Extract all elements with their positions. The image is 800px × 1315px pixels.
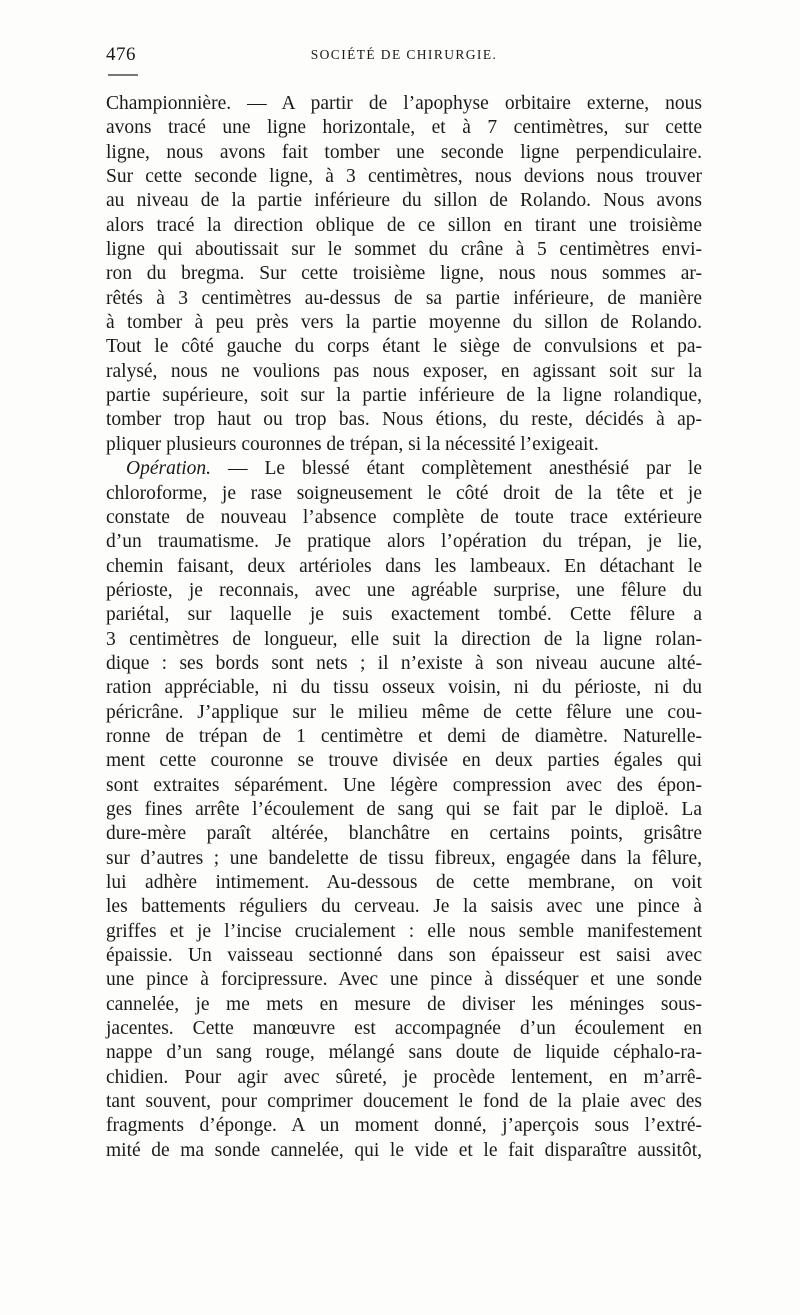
- text-line: rêtés à 3 centimètres au-dessus de sa partie inférieure, de manière: [106, 287, 702, 309]
- text-line: ron du bregma. Sur cette troisième ligne, nous nous sommes ar-: [106, 263, 702, 285]
- text-line: lui adhère intimement. Au-dessous de cette membrane, on voit: [106, 872, 702, 893]
- running-head: [106, 44, 702, 70]
- text-line: au niveau de la partie inférieure du sillon de Rolando. Nous avons: [106, 190, 702, 212]
- running-title: SOCIÉTÉ DE CHIRURGIE.: [310, 47, 498, 62]
- text-line: ronne de trépan de 1 centimètre et demi de diamètre. Naturelle-: [106, 725, 702, 747]
- text-line: alors tracé la direction oblique de ce sillon en tirant une troisième: [106, 214, 702, 236]
- text-line: partie supérieure, soit sur la partie inférieure de la ligne rolandique,: [106, 385, 702, 407]
- text-line: pariétal, sur laquelle je suis exactement tombé. Cette fêlure a: [106, 604, 702, 626]
- text-line: sont extraites séparément. Une légère compression avec des épon-: [106, 774, 702, 796]
- text-line: chloroforme, je rase soigneusement le côté droit de la tête et je: [106, 482, 702, 504]
- text-line: épaissie. Un vaisseau sectionné dans son épaisseur est saisi avec: [106, 945, 702, 967]
- text-line: Championnière. — A partir de l’apophyse orbitaire externe, nous: [106, 93, 702, 114]
- text-line: tomber trop haut ou trop bas. Nous étions, du reste, décidés à ap-: [106, 409, 702, 431]
- text-line: ligne qui aboutissait sur le sommet du crâne à 5 centimètres envi-: [106, 239, 702, 261]
- text-line: dure-mère paraît altérée, blanchâtre en certains points, grisâtre: [106, 823, 702, 845]
- text-line: à tomber à peu près vers la partie moyenne du sillon de Rolando.: [106, 312, 702, 334]
- body-text: [106, 92, 702, 1163]
- text-line: ment cette couronne se trouve divisée en deux parties égales qui: [106, 750, 702, 772]
- text-line: d’un traumatisme. Je pratique alors l’opération du trépan, je lie,: [106, 531, 702, 553]
- text-line: périoste, je reconnais, avec une agréable surprise, une fêlure du: [106, 579, 702, 601]
- text-line: ration appréciable, ni du tissu osseux voisin, ni du périoste, ni du: [106, 677, 702, 699]
- operation-line-rest: — Le blessé étant complètement anesthésié par le: [211, 458, 702, 480]
- text-line: constate de nouveau l’absence complète de toute trace extérieure: [106, 506, 702, 528]
- text-line: mité de ma sonde cannelée, qui le vide et le fait disparaître aussitôt,: [106, 1139, 702, 1161]
- text-line: chemin faisant, deux artérioles dans les lambeaux. En détachant le: [106, 555, 702, 577]
- text-line: une pince à forcipressure. Avec une pince à disséquer et une sonde: [106, 969, 702, 991]
- text-line: les battements réguliers du cerveau. Je la saisis avec une pince à: [106, 896, 702, 918]
- paragraph-last-line: pliquer plusieurs couronnes de trépan, si la nécessité l’exigeait.: [106, 433, 599, 455]
- header-rule: [108, 74, 138, 76]
- operation-heading: Opération.: [126, 458, 212, 480]
- text-line: ralysé, nous ne voulions pas nous exposer, en agissant soit sur la: [106, 360, 702, 382]
- operation-paragraph-first-line: [106, 457, 702, 481]
- text-line: tant souvent, pour comprimer doucement le fond de la plaie avec des: [106, 1091, 702, 1113]
- text-line: 3 centimètres de longueur, elle suit la direction de la ligne rolan-: [106, 628, 702, 650]
- text-line: péricrâne. J’applique sur le milieu même de cette fêlure une cou-: [106, 701, 702, 723]
- text-line: ligne, nous avons fait tomber une seconde ligne perpendiculaire.: [106, 141, 702, 163]
- text-line: ges fines arrête l’écoulement de sang qui se fait par le diploë. La: [106, 798, 702, 820]
- text-line: sur d’autres ; une bandelette de tissu fibreux, engagée dans la fêlure,: [106, 847, 702, 869]
- text-line: nappe d’un sang rouge, mélangé sans doute de liquide céphalo-ra-: [106, 1042, 702, 1064]
- text-line: fragments d’éponge. A un moment donné, j’aperçois sous l’extré-: [106, 1115, 702, 1137]
- text-line: cannelée, je me mets en mesure de diviser les méninges sous-: [106, 993, 702, 1015]
- text-line: Sur cette seconde ligne, à 3 centimètres, nous devions nous trouver: [106, 166, 702, 188]
- text-line: Tout le côté gauche du corps étant le siège de convulsions et pa-: [106, 336, 702, 358]
- text-line: chidien. Pour agir avec sûreté, je procède lentement, en m’arrê-: [106, 1066, 702, 1088]
- text-line: jacentes. Cette manœuvre est accompagnée d’un écoulement en: [106, 1018, 702, 1040]
- page-number: 476: [106, 44, 136, 65]
- text-line: avons tracé une ligne horizontale, et à 7 centimètres, sur cette: [106, 117, 702, 139]
- text-line: dique : ses bords sont nets ; il n’existe à son niveau aucune alté-: [106, 652, 702, 674]
- text-line: griffes et je l’incise crucialement : elle nous semble manifestement: [106, 920, 702, 942]
